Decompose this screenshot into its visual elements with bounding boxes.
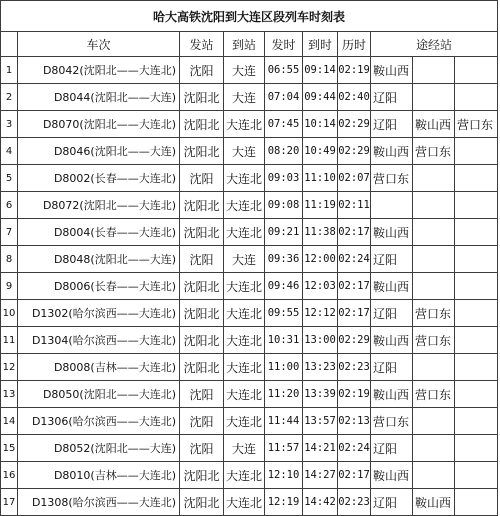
via-station bbox=[413, 246, 455, 273]
arrive-station: 大连 bbox=[224, 435, 265, 462]
duration: 02:13 bbox=[338, 408, 371, 435]
via-station bbox=[455, 408, 498, 435]
arrive-time: 11:10 bbox=[303, 165, 338, 192]
table-title: 哈大高铁沈阳到大连区段列车时刻表 bbox=[1, 1, 498, 32]
via-station: 辽阳 bbox=[371, 489, 413, 516]
header-arrive-time: 到时 bbox=[303, 32, 338, 57]
via-station: 营口东 bbox=[455, 111, 498, 138]
header-index bbox=[1, 32, 18, 57]
arrive-station: 大连 bbox=[224, 57, 265, 84]
via-station: 鞍山西 bbox=[413, 489, 455, 516]
depart-time: 11:00 bbox=[265, 354, 303, 381]
via-station bbox=[455, 165, 498, 192]
arrive-station: 大连北 bbox=[224, 327, 265, 354]
train-number: D8004(长春——大连北) bbox=[18, 219, 180, 246]
arrive-station: 大连 bbox=[224, 84, 265, 111]
train-number: D8052(沈阳北——大连) bbox=[18, 435, 180, 462]
via-station: 营口东 bbox=[413, 381, 455, 408]
depart-time: 09:03 bbox=[265, 165, 303, 192]
via-station bbox=[413, 57, 455, 84]
depart-time: 11:44 bbox=[265, 408, 303, 435]
arrive-station: 大连 bbox=[224, 246, 265, 273]
row-index: 11 bbox=[1, 327, 18, 354]
depart-time: 07:45 bbox=[265, 111, 303, 138]
via-station bbox=[455, 489, 498, 516]
arrive-time: 09:14 bbox=[303, 57, 338, 84]
train-number: D8010(吉林——大连北) bbox=[18, 462, 180, 489]
depart-time: 09:08 bbox=[265, 192, 303, 219]
depart-station: 沈阳北 bbox=[180, 354, 224, 381]
arrive-station: 大连北 bbox=[224, 219, 265, 246]
depart-time: 09:55 bbox=[265, 300, 303, 327]
row-index: 10 bbox=[1, 300, 18, 327]
train-number: D8072(沈阳北——大连北) bbox=[18, 192, 180, 219]
via-station: 辽阳 bbox=[371, 246, 413, 273]
depart-station: 沈阳北 bbox=[180, 462, 224, 489]
depart-station: 沈阳北 bbox=[180, 327, 224, 354]
depart-time: 11:57 bbox=[265, 435, 303, 462]
arrive-station: 大连北 bbox=[224, 408, 265, 435]
row-index: 7 bbox=[1, 219, 18, 246]
depart-station: 沈阳北 bbox=[180, 138, 224, 165]
arrive-station: 大连北 bbox=[224, 354, 265, 381]
via-station: 辽阳 bbox=[371, 354, 413, 381]
table-row bbox=[1, 408, 498, 435]
via-station bbox=[455, 84, 498, 111]
depart-station: 沈阳北 bbox=[180, 219, 224, 246]
train-number: D8044(沈阳北——大连) bbox=[18, 84, 180, 111]
via-station: 营口东 bbox=[413, 138, 455, 165]
arrive-time: 12:12 bbox=[303, 300, 338, 327]
train-number: D8006(长春——大连北) bbox=[18, 273, 180, 300]
via-station bbox=[455, 435, 498, 462]
train-number: D1302(哈尔滨西——大连北) bbox=[18, 300, 180, 327]
depart-station: 沈阳 bbox=[180, 381, 224, 408]
row-index: 16 bbox=[1, 462, 18, 489]
arrive-time: 14:21 bbox=[303, 435, 338, 462]
train-number: D8042(沈阳北——大连北) bbox=[18, 57, 180, 84]
via-station: 鞍山西 bbox=[371, 273, 413, 300]
depart-station: 沈阳 bbox=[180, 165, 224, 192]
table-row bbox=[1, 300, 498, 327]
via-station: 营口东 bbox=[371, 165, 413, 192]
via-station bbox=[455, 192, 498, 219]
table-row bbox=[1, 57, 498, 84]
table-row bbox=[1, 165, 498, 192]
via-station bbox=[413, 462, 455, 489]
arrive-time: 13:23 bbox=[303, 354, 338, 381]
duration: 02:19 bbox=[338, 381, 371, 408]
via-station bbox=[455, 246, 498, 273]
via-station: 鞍山西 bbox=[413, 111, 455, 138]
depart-time: 07:04 bbox=[265, 84, 303, 111]
arrive-station: 大连北 bbox=[224, 273, 265, 300]
arrive-time: 09:44 bbox=[303, 84, 338, 111]
via-station bbox=[455, 273, 498, 300]
depart-station: 沈阳 bbox=[180, 408, 224, 435]
train-number: D8048(沈阳北——大连) bbox=[18, 246, 180, 273]
title-row bbox=[1, 1, 498, 32]
duration: 02:23 bbox=[338, 489, 371, 516]
arrive-time: 13:57 bbox=[303, 408, 338, 435]
arrive-time: 13:39 bbox=[303, 381, 338, 408]
row-index: 14 bbox=[1, 408, 18, 435]
train-number: D8008(吉林——大连北) bbox=[18, 354, 180, 381]
depart-time: 10:31 bbox=[265, 327, 303, 354]
via-station: 鞍山西 bbox=[371, 138, 413, 165]
table-row bbox=[1, 273, 498, 300]
table-row bbox=[1, 111, 498, 138]
via-station bbox=[371, 192, 413, 219]
depart-time: 08:20 bbox=[265, 138, 303, 165]
header-train: 车次 bbox=[18, 32, 180, 57]
depart-station: 沈阳北 bbox=[180, 192, 224, 219]
table-row bbox=[1, 84, 498, 111]
depart-time: 12:10 bbox=[265, 462, 303, 489]
header-depart-station: 发站 bbox=[180, 32, 224, 57]
depart-time: 11:20 bbox=[265, 381, 303, 408]
header-via: 途经站 bbox=[371, 32, 498, 57]
depart-station: 沈阳北 bbox=[180, 84, 224, 111]
via-station: 鞍山西 bbox=[371, 327, 413, 354]
arrive-time: 10:49 bbox=[303, 138, 338, 165]
via-station bbox=[455, 462, 498, 489]
via-station bbox=[413, 273, 455, 300]
table-row bbox=[1, 219, 498, 246]
table-row bbox=[1, 462, 498, 489]
row-index: 1 bbox=[1, 57, 18, 84]
duration: 02:17 bbox=[338, 219, 371, 246]
via-station: 鞍山西 bbox=[371, 57, 413, 84]
duration: 02:19 bbox=[338, 57, 371, 84]
table-row bbox=[1, 138, 498, 165]
header-arrive-station: 到站 bbox=[224, 32, 265, 57]
train-number: D1308(哈尔滨西——大连北) bbox=[18, 489, 180, 516]
table-row bbox=[1, 246, 498, 273]
depart-station: 沈阳 bbox=[180, 246, 224, 273]
via-station bbox=[455, 219, 498, 246]
row-index: 12 bbox=[1, 354, 18, 381]
table-row bbox=[1, 489, 498, 516]
arrive-station: 大连北 bbox=[224, 381, 265, 408]
via-station bbox=[455, 381, 498, 408]
depart-time: 06:55 bbox=[265, 57, 303, 84]
header-depart-time: 发时 bbox=[265, 32, 303, 57]
table-row bbox=[1, 354, 498, 381]
via-station bbox=[413, 408, 455, 435]
row-index: 9 bbox=[1, 273, 18, 300]
row-index: 3 bbox=[1, 111, 18, 138]
via-station bbox=[413, 219, 455, 246]
table-row bbox=[1, 192, 498, 219]
header-duration: 历时 bbox=[338, 32, 371, 57]
row-index: 4 bbox=[1, 138, 18, 165]
via-station: 辽阳 bbox=[371, 84, 413, 111]
duration: 02:07 bbox=[338, 165, 371, 192]
duration: 02:17 bbox=[338, 462, 371, 489]
depart-station: 沈阳北 bbox=[180, 300, 224, 327]
train-number: D8046(沈阳北——大连) bbox=[18, 138, 180, 165]
via-station: 营口东 bbox=[413, 300, 455, 327]
duration: 02:29 bbox=[338, 327, 371, 354]
via-station bbox=[413, 192, 455, 219]
header-row bbox=[1, 32, 498, 57]
via-station bbox=[455, 327, 498, 354]
train-number: D1304(哈尔滨西——大连北) bbox=[18, 327, 180, 354]
via-station: 营口东 bbox=[371, 408, 413, 435]
table-row bbox=[1, 435, 498, 462]
arrive-station: 大连北 bbox=[224, 462, 265, 489]
depart-station: 沈阳北 bbox=[180, 273, 224, 300]
via-station: 鞍山西 bbox=[371, 381, 413, 408]
arrive-time: 11:38 bbox=[303, 219, 338, 246]
via-station bbox=[455, 57, 498, 84]
via-station bbox=[413, 354, 455, 381]
duration: 02:17 bbox=[338, 300, 371, 327]
via-station bbox=[413, 435, 455, 462]
train-number: D8070(沈阳北——大连北) bbox=[18, 111, 180, 138]
arrive-station: 大连 bbox=[224, 138, 265, 165]
duration: 02:24 bbox=[338, 246, 371, 273]
row-index: 5 bbox=[1, 165, 18, 192]
row-index: 13 bbox=[1, 381, 18, 408]
via-station bbox=[413, 84, 455, 111]
train-number: D1306(哈尔滨西——大连北) bbox=[18, 408, 180, 435]
train-number: D8050(沈阳北——大连北) bbox=[18, 381, 180, 408]
duration: 02:29 bbox=[338, 111, 371, 138]
via-station bbox=[455, 354, 498, 381]
depart-time: 12:19 bbox=[265, 489, 303, 516]
arrive-time: 13:00 bbox=[303, 327, 338, 354]
via-station: 辽阳 bbox=[371, 300, 413, 327]
arrive-time: 12:00 bbox=[303, 246, 338, 273]
row-index: 15 bbox=[1, 435, 18, 462]
via-station: 营口东 bbox=[413, 327, 455, 354]
arrive-time: 14:27 bbox=[303, 462, 338, 489]
via-station bbox=[455, 300, 498, 327]
depart-time: 09:21 bbox=[265, 219, 303, 246]
train-number: D8002(长春——大连北) bbox=[18, 165, 180, 192]
arrive-station: 大连北 bbox=[224, 489, 265, 516]
via-station bbox=[455, 138, 498, 165]
arrive-station: 大连北 bbox=[224, 300, 265, 327]
row-index: 17 bbox=[1, 489, 18, 516]
duration: 02:11 bbox=[338, 192, 371, 219]
arrive-station: 大连北 bbox=[224, 165, 265, 192]
row-index: 8 bbox=[1, 246, 18, 273]
duration: 02:29 bbox=[338, 138, 371, 165]
arrive-time: 12:03 bbox=[303, 273, 338, 300]
depart-station: 沈阳北 bbox=[180, 489, 224, 516]
via-station: 鞍山西 bbox=[371, 219, 413, 246]
arrive-time: 11:19 bbox=[303, 192, 338, 219]
arrive-station: 大连北 bbox=[224, 111, 265, 138]
row-index: 2 bbox=[1, 84, 18, 111]
via-station: 辽阳 bbox=[371, 111, 413, 138]
via-station: 鞍山西 bbox=[371, 462, 413, 489]
via-station bbox=[413, 165, 455, 192]
duration: 02:17 bbox=[338, 273, 371, 300]
duration: 02:40 bbox=[338, 84, 371, 111]
depart-time: 09:46 bbox=[265, 273, 303, 300]
depart-station: 沈阳 bbox=[180, 57, 224, 84]
row-index: 6 bbox=[1, 192, 18, 219]
table-row bbox=[1, 381, 498, 408]
duration: 02:23 bbox=[338, 354, 371, 381]
depart-station: 沈阳 bbox=[180, 435, 224, 462]
arrive-time: 14:42 bbox=[303, 489, 338, 516]
duration: 02:24 bbox=[338, 435, 371, 462]
depart-time: 09:36 bbox=[265, 246, 303, 273]
depart-station: 沈阳北 bbox=[180, 111, 224, 138]
arrive-station: 大连北 bbox=[224, 192, 265, 219]
arrive-time: 10:14 bbox=[303, 111, 338, 138]
table-row bbox=[1, 327, 498, 354]
via-station: 辽阳 bbox=[371, 435, 413, 462]
